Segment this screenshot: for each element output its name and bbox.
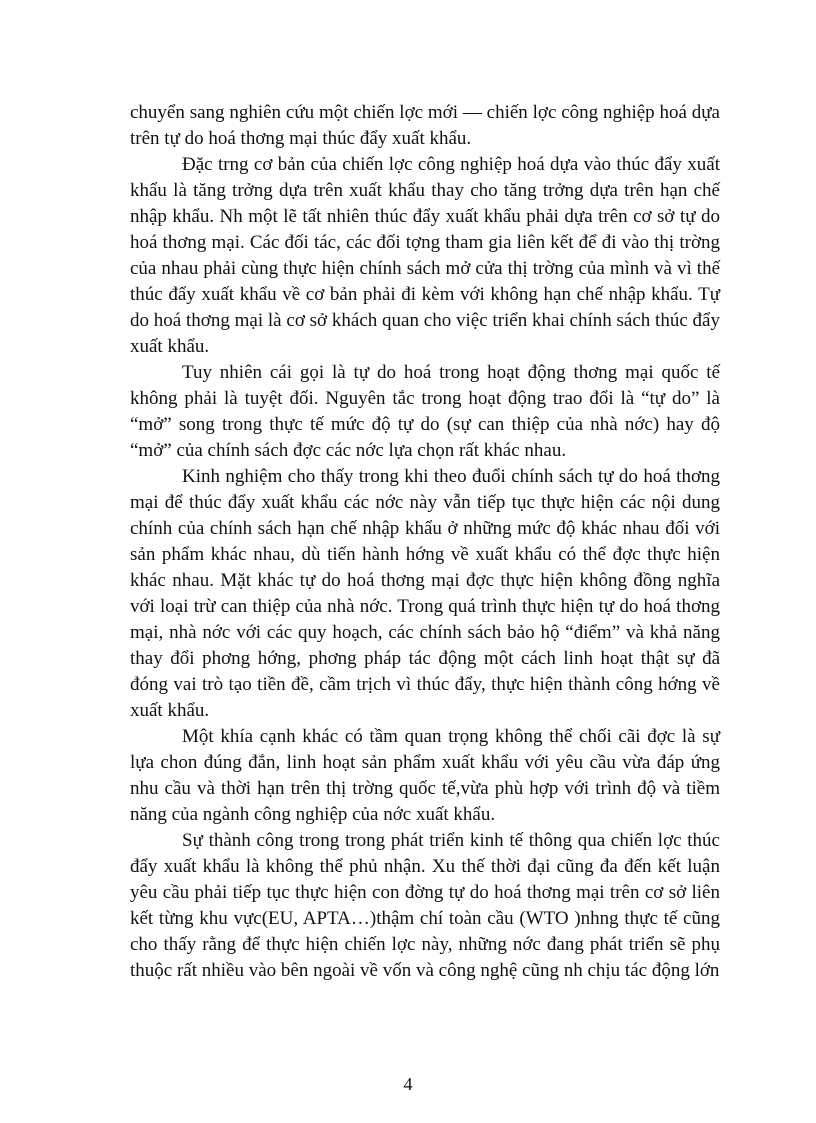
paragraph: Sự thành công trong trong phát triển kinh tế thông qua chiến lợc thúc đẩy xuất khẩu là không thể phủ nhận. Xu thế thời đại cũng đa đến kết luận yêu cầu phải tiếp tục thực hiện con đờng tự do hoá thơng mại trên cơ sở liên kết từng khu vực(EU, APTA…)thậm chí toàn cầu (WTO )nhng thực tế cũng cho thấy rằng để thực hiện chiến lợc này, những nớc đang phát triển sẽ phụ thuộc rất nhiều vào bên ngoài về vốn và công nghệ cũng nh chịu tác động lớn [130, 830, 720, 981]
paragraph: Một khía cạnh khác có tầm quan trọng không thể chối cãi đợc là sự lựa chon đúng đắn, linh hoạt sản phẩm xuất khẩu với yêu cầu vừa đáp ứng nhu cầu và thời hạn trên thị trờng quốc tế,vừa phù hợp với trình độ và tiềm năng của ngành công nghiệp của nớc xuất khẩu. [130, 726, 720, 825]
body-text [130, 100, 720, 984]
paragraph: Đặc trng cơ bản của chiến lợc công nghiệp hoá dựa vào thúc đẩy xuất khẩu là tăng trởng dựa trên xuất khẩu thay cho tăng trởng dựa trên hạn chế nhập khẩu. Nh một lẽ tất nhiên thúc đẩy xuất khẩu phải dựa trên cơ sở tự do hoá thơng mại. Các đối tác, các đối tợng tham gia liên kết để đi vào thị trờng của nhau phải cùng thực hiện chính sách mở cửa thị trờng của mình và vì thế thúc đẩy xuất khẩu về cơ bản phải đi kèm với không hạn chế nhập khẩu. Tự do hoá thơng mại là cơ sở khách quan cho việc triển khai chính sách thúc đẩy xuất khẩu. [130, 154, 720, 357]
paragraph: Kinh nghiệm cho thấy trong khi theo đuổi chính sách tự do hoá thơng mại để thúc đẩy xuất khẩu các nớc này vẫn tiếp tục thực hiện các nội dung chính của chính sách hạn chế nhập khẩu ở những mức độ khác nhau đối với sản phẩm khác nhau, dù tiến hành hớng về xuất khẩu có thể đợc thực hiện khác nhau. Mặt khác tự do hoá thơng mại đợc thực hiện không đồng nghĩa với loại trừ can thiệp của nhà nớc. Trong quá trình thực hiện tự do hoá thơng mại, nhà nớc với các quy hoạch, các chính sách bảo hộ “điểm” và khả năng thay đổi phơng hớng, phơng pháp tác động một cách linh hoạt thật sự đã đóng vai trò tạo tiền đề, cầm trịch vì thúc đẩy, thực hiện thành công hớng về xuất khẩu. [130, 466, 720, 721]
paragraph: Tuy nhiên cái gọi là tự do hoá trong hoạt động thơng mại quốc tế không phải là tuyệt đối. Nguyên tắc trong hoạt động trao đổi là “tự do” là “mở” song trong thực tế mức độ tự do (sự can thiệp của nhà nớc) hay độ “mở” của chính sách đợc các nớc lựa chọn rất khác nhau. [130, 362, 720, 461]
paragraph: chuyển sang nghiên cứu một chiến lợc mới — chiến lợc công nghiệp hoá dựa trên tự do hoá thơng mại thúc đẩy xuất khẩu. [130, 102, 720, 149]
page-number: 4 [403, 1074, 413, 1094]
